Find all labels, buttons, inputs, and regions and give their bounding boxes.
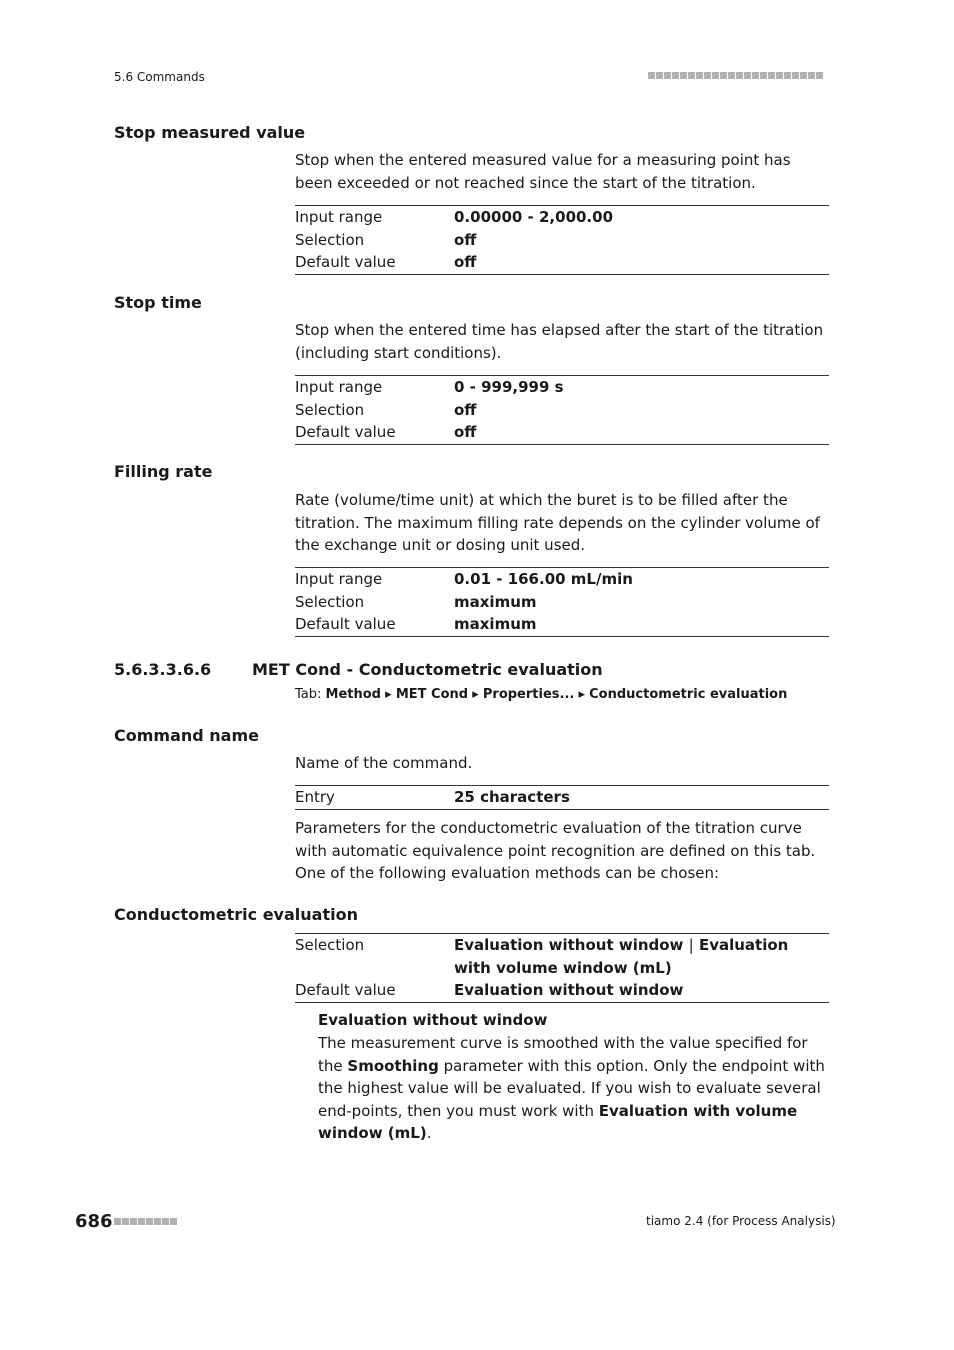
stop-measured-value-table bbox=[295, 205, 829, 275]
footer-decoration bbox=[114, 1218, 177, 1225]
table-row: Default value Evaluation without window bbox=[295, 981, 684, 999]
section-title: MET Cond - Conductometric evaluation bbox=[252, 660, 603, 679]
header-decoration bbox=[648, 72, 829, 80]
stop-time-table bbox=[295, 375, 829, 445]
table-row: Default value off bbox=[295, 253, 477, 271]
table-row: Selection Evaluation without window | Evaluation with volume window (mL) bbox=[295, 936, 789, 977]
tab-path: Tab: Method ▸ MET Cond ▸ Properties... ▸ Conductometric evaluation bbox=[295, 687, 788, 702]
stop-time-description: Stop when the entered time has elapsed after the start of the titration (including start conditions). bbox=[295, 321, 824, 362]
table-row: Selection maximum bbox=[295, 592, 537, 611]
section-number: 5.6.3.3.6.6 bbox=[114, 660, 212, 679]
table-row: Input range 0.01 - 166.00 mL/min bbox=[295, 570, 633, 588]
table-row: Selection off bbox=[295, 230, 477, 249]
table-row: Entry 25 characters bbox=[295, 788, 570, 806]
command-name-table bbox=[295, 785, 829, 810]
table-row: Default value maximum bbox=[295, 615, 537, 633]
running-header-section: 5.6 Commands bbox=[114, 70, 205, 84]
command-name-description: Name of the command. bbox=[295, 754, 473, 772]
table-row: Default value off bbox=[295, 423, 477, 441]
table-row: Selection off bbox=[295, 400, 477, 419]
heading-filling-rate: Filling rate bbox=[114, 462, 213, 481]
stop-measured-value-description: Stop when the entered measured value for a measuring point has been exceeded or not reached since the start of the titration. bbox=[295, 151, 791, 192]
path-separator: ▸ bbox=[385, 687, 392, 702]
heading-stop-measured-value: Stop measured value bbox=[114, 123, 306, 142]
conductometric-evaluation-table bbox=[295, 933, 829, 1003]
filling-rate-description: Rate (volume/time unit) at which the buret is to be filled after the titration. The maximum filling rate depends on the cylinder volume of the exchange unit or dosing unit used. bbox=[295, 491, 820, 554]
table-row: Input range 0 - 999,999 s bbox=[295, 378, 564, 396]
table-row: Input range 0.00000 - 2,000.00 bbox=[295, 208, 614, 226]
page-number: 686 bbox=[75, 1211, 113, 1232]
path-separator: ▸ bbox=[578, 687, 585, 702]
heading-command-name: Command name bbox=[114, 726, 259, 745]
heading-evaluation-without-window: Evaluation without window bbox=[318, 1011, 548, 1029]
path-separator: ▸ bbox=[472, 687, 479, 702]
heading-conductometric-evaluation: Conductometric evaluation bbox=[114, 905, 358, 924]
evaluation-without-window-description: The measurement curve is smoothed with the value specified for the Smoothing parameter with this option. Only the endpoint with the highest value will be evaluated. If you wish to evaluate several end-points, then you must work with Evaluation with volume window (mL). bbox=[318, 1034, 825, 1142]
heading-stop-time: Stop time bbox=[114, 293, 202, 312]
footer-product: tiamo 2.4 (for Process Analysis) bbox=[646, 1214, 836, 1228]
command-name-after-text: Parameters for the conductometric evaluation of the titration curve with automatic equivalence point recognition are defined on this tab. One of the following evaluation methods can be chosen: bbox=[295, 819, 816, 882]
filling-rate-table bbox=[295, 567, 829, 637]
